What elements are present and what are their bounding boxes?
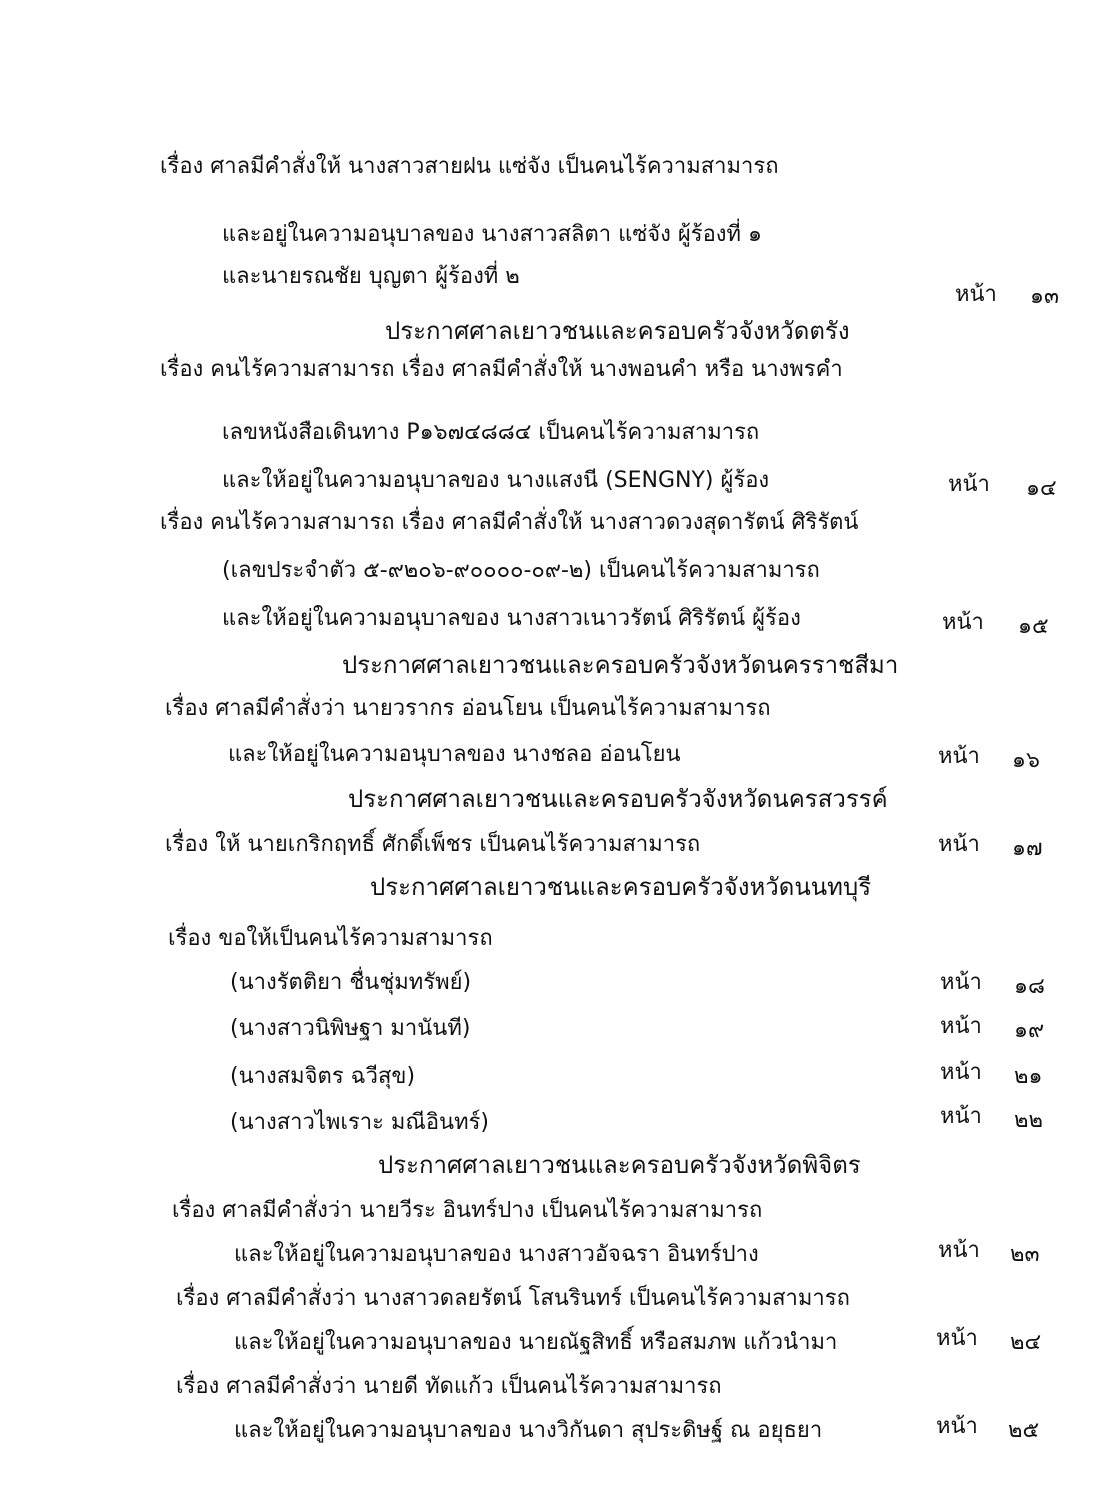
entry-line: และอยู่ในความอนุบาลของ นางสาวสลิตา แซ่จัง ผู้ร้องที่ ๑: [222, 222, 762, 247]
page-number: ๒๒: [1014, 1108, 1044, 1133]
page-number: ๑๙: [1014, 1018, 1045, 1043]
entry-line: (นางสมจิตร ฉวีสุข): [230, 1064, 416, 1089]
entry-line: เรื่อง ให้ นายเกริกฤทธิ์ ศักดิ์เพ็ชร เป็นคนไร้ความสามารถ: [165, 832, 701, 857]
page-label: หน้า: [940, 1104, 982, 1129]
page-number: ๒๓: [1010, 1242, 1040, 1267]
page-label: หน้า: [936, 1414, 978, 1439]
entry-line: และให้อยู่ในความอนุบาลของ นางแสงนี (SENGNY) ผู้ร้อง: [222, 468, 770, 493]
page-number: ๑๕: [1018, 614, 1049, 639]
page-label: หน้า: [940, 1014, 982, 1039]
page-label: หน้า: [936, 1326, 978, 1351]
page-label: หน้า: [938, 744, 980, 769]
entry-line: (เลขประจำตัว ๕-๙๒๐๖-๙๐๐๐๐-๐๙-๒) เป็นคนไร้ความสามารถ: [222, 558, 820, 583]
section-heading: ประกาศศาลเยาวชนและครอบครัวจังหวัดนครราชสีมา: [342, 651, 899, 679]
entry-line: และให้อยู่ในความอนุบาลของ นายณัฐสิทธิ์ หรือสมภพ แก้วนำมา: [234, 1330, 838, 1355]
entry-line: เรื่อง ศาลมีคำสั่งว่า นายวีระ อินทร์ปาง เป็นคนไร้ความสามารถ: [172, 1198, 763, 1223]
page-label: หน้า: [940, 970, 982, 995]
entry-line: และนายรณชัย บุญตา ผู้ร้องที่ ๒: [222, 264, 520, 289]
page-number: ๒๔: [1010, 1330, 1042, 1355]
section-heading: ประกาศศาลเยาวชนและครอบครัวจังหวัดพิจิตร: [378, 1151, 861, 1179]
entry-line: และให้อยู่ในความอนุบาลของ นางสาวเนาวรัตน์ ศิริรัตน์ ผู้ร้อง: [222, 606, 801, 631]
page-label: หน้า: [938, 1238, 980, 1263]
entry-line: เรื่อง ขอให้เป็นคนไร้ความสามารถ: [168, 926, 493, 951]
section-heading: ประกาศศาลเยาวชนและครอบครัวจังหวัดนนทบุรี: [370, 873, 872, 901]
entry-line: (นางสาวนิพิษฐา มานันที): [230, 1016, 471, 1041]
page-number: ๑๖: [1012, 748, 1040, 773]
page-label: หน้า: [938, 832, 980, 857]
page-number: ๑๗: [1012, 836, 1043, 861]
entry-line: เลขหนังสือเดินทาง P๑๖๗๔๘๘๔ เป็นคนไร้ความสามารถ: [222, 420, 760, 445]
page-number: ๑๓: [1030, 284, 1060, 309]
section-heading: ประกาศศาลเยาวชนและครอบครัวจังหวัดนครสวรรค์: [348, 785, 888, 813]
entry-line: เรื่อง ศาลมีคำสั่งให้ นางสาวสายฝน แซ่จัง เป็นคนไร้ความสามารถ: [160, 154, 779, 179]
page-number: ๒๕: [1008, 1418, 1040, 1443]
entry-line: เรื่อง คนไร้ความสามารถ เรื่อง ศาลมีคำสั่งให้ นางพอนคำ หรือ นางพรคำ: [160, 357, 843, 382]
entry-line: และให้อยู่ในความอนุบาลของ นางวิกันดา สุประดิษฐ์ ณ อยุธยา: [234, 1418, 823, 1443]
entry-line: และให้อยู่ในความอนุบาลของ นางสาวอัจฉรา อินทร์ปาง: [234, 1242, 759, 1267]
entry-line: (นางสาวไพเราะ มณีอินทร์): [230, 1110, 489, 1135]
entry-line: เรื่อง ศาลมีคำสั่งว่า นางสาวดลยรัตน์ โสนรินทร์ เป็นคนไร้ความสามารถ: [176, 1286, 850, 1311]
entry-line: (นางรัตติยา ชื่นชุ่มทรัพย์): [230, 970, 472, 995]
entry-line: เรื่อง ศาลมีคำสั่งว่า นายวรากร อ่อนโยน เป็นคนไร้ความสามารถ: [165, 696, 771, 721]
page-number: ๑๔: [1026, 476, 1057, 501]
page-number: ๑๘: [1014, 974, 1045, 999]
page-label: หน้า: [955, 282, 997, 307]
entry-line: เรื่อง คนไร้ความสามารถ เรื่อง ศาลมีคำสั่งให้ นางสาวดวงสุดารัตน์ ศิริรัตน์: [160, 510, 859, 535]
page-label: หน้า: [942, 610, 984, 635]
page-label: หน้า: [940, 1060, 982, 1085]
section-heading: ประกาศศาลเยาวชนและครอบครัวจังหวัดตรัง: [385, 317, 850, 345]
entry-line: และให้อยู่ในความอนุบาลของ นางชลอ อ่อนโยน: [228, 742, 681, 767]
page-label: หน้า: [948, 472, 990, 497]
entry-line: เรื่อง ศาลมีคำสั่งว่า นายดี ทัดแก้ว เป็นคนไร้ความสามารถ: [176, 1374, 722, 1399]
page-number: ๒๑: [1014, 1064, 1043, 1089]
